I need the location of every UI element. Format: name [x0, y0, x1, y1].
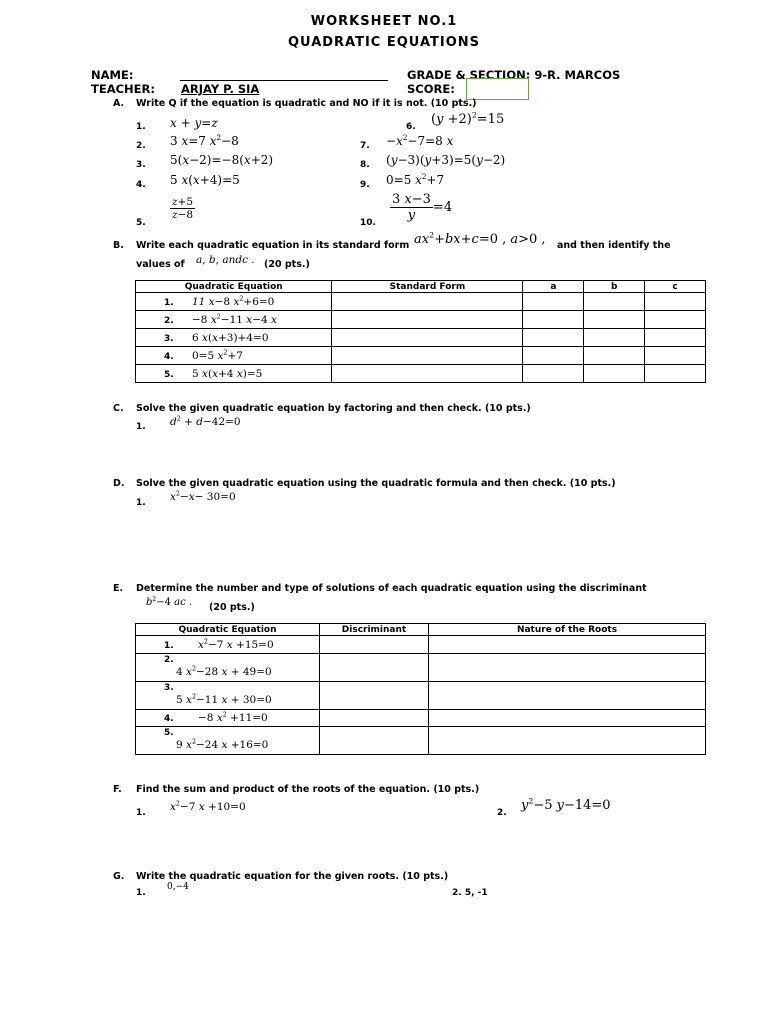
section-b-letter: B.	[113, 240, 124, 251]
a-item-8-number: 8.	[360, 160, 370, 170]
b-row-number: 1.	[164, 297, 174, 308]
a-item-1-number: 1.	[136, 122, 146, 132]
b-row-1-a[interactable]	[523, 293, 584, 311]
section-f-letter: F.	[113, 784, 122, 795]
b-row-number: 2.	[164, 315, 174, 326]
e-row-3-equation: 3. 5 $x^2-11$ x + 30=0	[136, 682, 320, 710]
b-row-3-c[interactable]	[645, 329, 706, 347]
worksheet-subtitle: QUADRATIC EQUATIONS	[287, 35, 481, 50]
b-header-c: c	[645, 281, 706, 293]
b-row-5-equation: 5. 5 x(x+4 x)=5	[136, 365, 332, 383]
a-item-6-number: 6.	[406, 122, 416, 132]
score-label: SCORE:	[407, 82, 455, 96]
table-row	[136, 710, 706, 727]
b-row-3-b[interactable]	[584, 329, 645, 347]
a-item-2-equation: 3 x=7 $x^2-8$	[170, 132, 239, 148]
a-item-8-equation: (y−3)(y+3)=5(y−2)	[386, 153, 506, 167]
a-item-10-equation: $\frac{3 x-3}{y}$ =4	[392, 192, 453, 223]
score-box[interactable]	[466, 78, 529, 100]
table-row	[136, 347, 706, 365]
b-row-4-equation: 4. 0=5 $x^2+7$	[136, 347, 332, 365]
section-a-instruction: Write Q if the equation is quadratic and NO if it is not. (10 pts.)	[136, 98, 477, 109]
worksheet-title: WORKSHEET NO.1	[310, 14, 458, 29]
b-row-5-a[interactable]	[523, 365, 584, 383]
section-d-letter: D.	[113, 478, 125, 489]
table-row	[136, 682, 706, 710]
teacher-label: TEACHER:	[91, 82, 155, 96]
e-row-2-equation: 2. 4 $x^2-28$ x + 49=0	[136, 654, 320, 682]
a-item-7-equation: $-x^2-7=8$ x	[386, 132, 454, 148]
e-row-5-equation: 5. 9 $x^2-24$ x +16=0	[136, 727, 320, 755]
b-row-3-standard-form[interactable]	[332, 329, 523, 347]
b-row-4-standard-form[interactable]	[332, 347, 523, 365]
c-item-1-number: 1.	[136, 422, 146, 432]
f-item-2-equation: $y^2-5$ y−14=0	[521, 796, 611, 813]
table-row	[136, 311, 706, 329]
d-item-1-number: 1.	[136, 498, 146, 508]
a-item-9-number: 9.	[360, 180, 370, 190]
section-f-instruction: Find the sum and product of the roots of the equation. (10 pts.)	[136, 784, 480, 795]
e-row-1-nature[interactable]	[429, 636, 706, 654]
b-row-3-a[interactable]	[523, 329, 584, 347]
b-row-number: 4.	[164, 351, 174, 362]
b-row-2-a[interactable]	[523, 311, 584, 329]
e-row-number: 3.	[164, 683, 174, 693]
b-row-1-b[interactable]	[584, 293, 645, 311]
b-header-quadratic: Quadratic Equation	[136, 281, 332, 293]
e-header-nature: Nature of the Roots	[429, 624, 706, 636]
section-e-letter: E.	[113, 583, 124, 594]
b-row-3-equation: 3. 6 x(x+3)+4=0	[136, 329, 332, 347]
section-c-instruction: Solve the given quadratic equation by factoring and then check. (10 pts.)	[136, 403, 531, 414]
e-row-4-discriminant[interactable]	[320, 710, 429, 727]
b-header-a: a	[523, 281, 584, 293]
section-b-standard-form: $ax^2+bx+c=0$ , a>0 ,	[414, 230, 546, 247]
b-row-4-a[interactable]	[523, 347, 584, 365]
name-line[interactable]	[180, 80, 388, 81]
section-c-letter: C.	[113, 403, 124, 414]
b-row-5-b[interactable]	[584, 365, 645, 383]
e-header-quadratic: Quadratic Equation	[136, 624, 320, 636]
a-item-7-number: 7.	[360, 141, 370, 151]
e-row-5-nature[interactable]	[429, 727, 706, 755]
a-item-4-number: 4.	[136, 180, 146, 190]
section-e-points: (20 pts.)	[209, 602, 255, 613]
e-header-discriminant: Discriminant	[320, 624, 429, 636]
b-row-1-equation: 1. 11 x−8 $x^2+6=0$	[136, 293, 332, 311]
table-row	[136, 727, 706, 755]
name-label: NAME:	[91, 68, 134, 82]
b-row-5-c[interactable]	[645, 365, 706, 383]
e-row-5-discriminant[interactable]	[320, 727, 429, 755]
table-row	[136, 636, 706, 654]
section-g-instruction: Write the quadratic equation for the given roots. (10 pts.)	[136, 871, 449, 882]
section-e-table	[135, 623, 706, 755]
e-row-1-discriminant[interactable]	[320, 636, 429, 654]
grade-section-label: GRADE & SECTION: 9-R. MARCOS	[407, 68, 621, 82]
b-row-1-c[interactable]	[645, 293, 706, 311]
e-row-4-equation: 4. −8 $x^2 +11=0$	[136, 710, 320, 727]
f-item-2-number: 2.	[497, 808, 507, 818]
a-item-9-equation: 0=5 $x^2+7$	[386, 171, 445, 187]
a-item-4-equation: 5 x(x+4)=5	[170, 173, 240, 187]
section-b-values-vars: a, b, andc .	[196, 254, 255, 266]
b-row-5-standard-form[interactable]	[332, 365, 523, 383]
b-row-1-standard-form[interactable]	[332, 293, 523, 311]
e-row-number: 2.	[164, 655, 174, 665]
e-row-1-equation: 1. $x^2-7$ x +15=0	[136, 636, 320, 654]
a-item-2-number: 2.	[136, 141, 146, 151]
b-header-standard-form: Standard Form	[332, 281, 523, 293]
section-b-table	[135, 280, 706, 383]
b-row-2-standard-form[interactable]	[332, 311, 523, 329]
table-row	[136, 365, 706, 383]
a-item-10-number: 10.	[360, 218, 376, 228]
section-a-letter: A.	[113, 98, 125, 109]
table-row	[136, 329, 706, 347]
b-row-number: 5.	[164, 369, 174, 380]
g-item-1-roots: 0,−4	[167, 882, 189, 892]
table-row	[136, 654, 706, 682]
b-row-4-c[interactable]	[645, 347, 706, 365]
section-b-instruction: Write each quadratic equation in its standard form	[136, 240, 410, 251]
e-row-4-nature[interactable]	[429, 710, 706, 727]
e-row-number: 5.	[164, 728, 174, 738]
section-b-instruction-end: and then identify the	[557, 240, 671, 251]
teacher-name: ARJAY P. SIA	[181, 82, 260, 96]
f-item-1-number: 1.	[136, 808, 146, 818]
e-row-3-discriminant[interactable]	[320, 682, 429, 710]
a-item-5-equation: $\frac{z+5}{z-8}$	[172, 196, 194, 221]
a-item-1-equation: x + y=z	[170, 116, 218, 130]
a-item-6-equation: $(y +2)^2=15$	[431, 110, 505, 127]
e-row-2-nature[interactable]	[429, 654, 706, 682]
e-row-3-nature[interactable]	[429, 682, 706, 710]
e-row-2-discriminant[interactable]	[320, 654, 429, 682]
b-row-number: 3.	[164, 333, 174, 344]
b-row-2-c[interactable]	[645, 311, 706, 329]
d-item-1-equation: $x^2-x- 30=0$	[170, 490, 236, 503]
b-header-b: b	[584, 281, 645, 293]
b-row-4-b[interactable]	[584, 347, 645, 365]
table-row	[136, 293, 706, 311]
b-row-2-equation: 2. −8 $x^2-11$ x−4 x	[136, 311, 332, 329]
section-g-letter: G.	[113, 871, 125, 882]
section-d-instruction: Solve the given quadratic equation using the quadratic formula and then check. (10 pts.)	[136, 478, 616, 489]
c-item-1-equation: $d^2 + d-42=0$	[170, 415, 241, 428]
g-item-1-number: 1.	[136, 888, 146, 898]
a-item-3-equation: 5(x−2)=−8(x+2)	[170, 153, 274, 167]
g-item-2: 2. 5, -1	[452, 888, 488, 898]
a-item-3-number: 3.	[136, 160, 146, 170]
section-e-discriminant-formula: $b^2-4$ ac .	[146, 595, 193, 608]
a-item-5-number: 5.	[136, 218, 146, 228]
section-b-points: (20 pts.)	[264, 259, 310, 270]
f-item-1-equation: $x^2-7$ x +10=0	[170, 800, 246, 813]
section-b-values-of: values of	[136, 259, 185, 270]
section-e-instruction: Determine the number and type of solutions of each quadratic equation using the discriminant	[136, 583, 647, 594]
e-row-number: 4.	[164, 714, 174, 724]
e-row-number: 1.	[164, 640, 174, 651]
b-row-2-b[interactable]	[584, 311, 645, 329]
